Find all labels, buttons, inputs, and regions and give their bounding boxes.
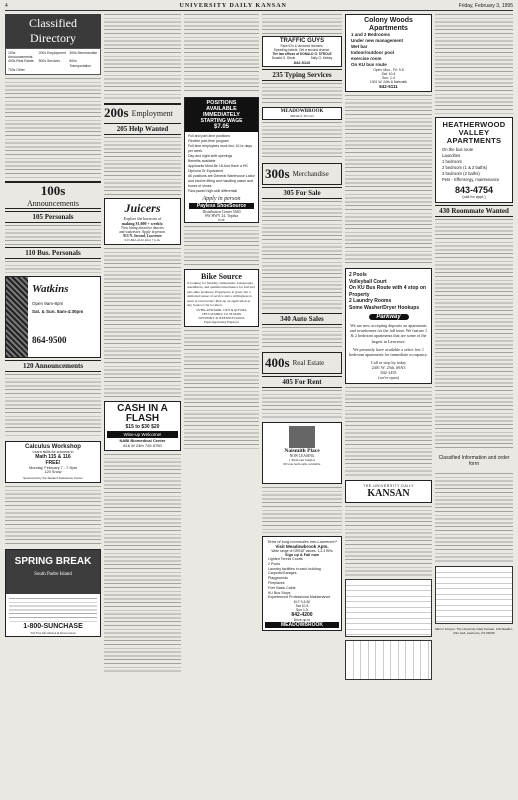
column-3-text (184, 226, 259, 266)
spring-break-phone: 1-800-SUNCHASE (23, 623, 83, 631)
calculus-line: 120 Snow (44, 470, 62, 475)
index-item[interactable]: 200s Employment (38, 51, 66, 55)
traffic-name: Sally G. Kelsey (310, 56, 333, 60)
colony-feature: exercise room (351, 56, 382, 61)
naismith-title: Naismith Place (284, 448, 320, 454)
column-4 (262, 14, 342, 796)
masthead (5, 3, 513, 11)
positions-address: Distribution Center 5040 (202, 210, 241, 214)
cash-title: CASH IN A FLASH (117, 403, 168, 424)
order-form-grid[interactable] (345, 640, 432, 680)
positions-company: Payless ShoeSource (189, 203, 254, 209)
order-form-instructions (345, 506, 432, 576)
for-rent-text (262, 390, 342, 420)
heatherwood-title: HEATHERWOOD VALLEY APARTMENTS (442, 120, 506, 145)
positions-bullet: Fast-paced high-skill differential (188, 189, 238, 193)
spring-break-ad (5, 549, 101, 637)
naismith-building-image (289, 426, 315, 448)
merchandise-number: 300s (265, 166, 290, 181)
help-wanted-text (104, 454, 181, 674)
meadowbrook-feature: Free Basic Cable (268, 585, 296, 590)
parkway-feature: Some Washer/Dryer Hookups (349, 304, 420, 311)
meadowbrook-hours: Sat 10-5 (295, 604, 309, 609)
meals-brand: MEADOWBROOK (280, 109, 324, 114)
juicers-line: Explore the horizons of (123, 216, 162, 221)
heatherwood-feature: Pets - Effenrergy, maintenance (442, 177, 500, 182)
calculus-line: Monday, February 7 - 7-9pm (29, 466, 77, 471)
meadowbrook-brand: MEADOWBROOK (265, 622, 339, 628)
parkway-feature: Volleyball Court (349, 278, 387, 285)
for-rent-text (435, 14, 513, 114)
meadowbrook-line: Sign up & Fall now (285, 553, 319, 557)
positions-wage: $7.05 (213, 124, 229, 130)
naismith-line: 1 Bedroom Studios (288, 458, 316, 462)
section-header-help-wanted: 205 Help Wanted (104, 123, 181, 135)
cash-ad (104, 401, 181, 451)
order-form-sub (435, 452, 513, 470)
calculus-sponsor: Sponsored by the Student Assistance Center (23, 476, 83, 481)
meadowbrook-feature: Carports/Garages (268, 571, 297, 576)
section-header-for-sale: 305 For Sale (262, 187, 342, 199)
calculus-line: FREE! (45, 460, 61, 467)
parkway-address: 2401 W. 25th, #9A3 (371, 365, 406, 371)
real-estate-number: 400s (265, 355, 290, 370)
parkway-body: We are now accepting deposits on apartments and townhomes for the fall term. We feature 1 & 2 bedroom apartments that are some of the largest in Lawrence. (349, 323, 428, 344)
heatherwood-feature: 2 bedroom (1 & 2 baths) (442, 165, 488, 170)
positions-ad (184, 97, 259, 223)
section-header-bus-personals: 110 Bus. Personals (5, 247, 101, 259)
naismith-ad (262, 422, 342, 484)
watkins-ad-graphic (6, 277, 28, 357)
watkins-brand: Watkins (32, 283, 69, 296)
traffic-line: Fake ID's & doctored licenses. (280, 44, 324, 48)
employment-label: Employment (131, 108, 173, 118)
spring-break-text (9, 598, 97, 622)
column-6 (435, 14, 513, 796)
index-item[interactable]: 100s Announcements (8, 51, 33, 60)
meals-line: MEALS TO GO (290, 114, 314, 118)
heatherwood-feature: On the bus route (442, 147, 474, 152)
announcements-label: Announcements (5, 199, 101, 209)
watkins-weekend: Sat. & Sun. 8am-4:30pm (32, 309, 84, 315)
column-3-text (184, 14, 259, 94)
meadowbrook-phone: 842-4200 (291, 612, 313, 619)
parkway-logo: Parkway (369, 314, 409, 320)
employment-banner (104, 103, 181, 121)
column-2-text (104, 14, 181, 100)
parkway-cta: Call or stop by today (370, 360, 407, 366)
colony-feature: Indoor/outdoor pool (351, 50, 394, 55)
parkway-feature: 2 Pools (349, 272, 367, 278)
section-header-typing: 235 Typing Services (262, 69, 342, 81)
column-1 (5, 14, 101, 796)
bike-source-title: Bike Source (201, 272, 242, 281)
positions-bullet: Benefits available (188, 159, 216, 163)
traffic-name: Donald G. Strole (271, 56, 296, 60)
order-form-subtitle: Classified Information and order form (438, 455, 510, 467)
cash-sub: $15 to $30 $20 (125, 424, 160, 430)
issue-date: Friday, February 3, 1995 (458, 3, 513, 9)
positions-bullet: Day and night shift openings (188, 154, 233, 158)
column-4-text (262, 14, 342, 34)
employment-number: 200s (104, 105, 129, 120)
column-4-text (262, 122, 342, 160)
meadowbrook-feature: Experienced Professional Maintenance (268, 595, 331, 600)
parkway-ad (345, 268, 432, 384)
order-form-brand: THE UNIVERSITY DAILY (363, 484, 414, 489)
index-item[interactable]: 300s Merchandise (69, 51, 98, 55)
cash-line: NABI Biomedical Center (119, 438, 166, 443)
colony-feature: Under new management (351, 38, 404, 43)
meadowbrook-feature: 2 Pools (268, 561, 280, 566)
index-item[interactable]: 600s Transportation (69, 59, 92, 68)
auto-sales-text (262, 327, 342, 349)
column-3 (184, 14, 259, 796)
meadowbrook-feature: Playgrounds (268, 576, 288, 581)
column-2 (104, 14, 181, 796)
colony-title: Colony Woods Apartments (364, 17, 413, 32)
paper-name: UNIVERSITY DAILY KANSAN (179, 3, 287, 9)
colony-woods-ad (345, 14, 432, 92)
for-rent-text (345, 95, 432, 265)
positions-line: IMMEDIATELY (203, 112, 240, 118)
real-estate-label: Real Estate (292, 359, 325, 367)
roommate-text (435, 219, 513, 449)
bus-personals-text (5, 261, 101, 273)
colony-feature: On KU bus route (351, 62, 387, 67)
section-header-personals: 105 Personals (5, 211, 101, 223)
meadowbrook-cta: Drive up to (293, 618, 311, 623)
colony-hours: Sun: 1-4 (382, 76, 395, 80)
traffic-line: The law offices of DONALD G. STROLE (272, 52, 332, 56)
positions-bullet: Full and part-time positions (188, 134, 231, 138)
watkins-hours: Open 9am-8pm (32, 301, 64, 307)
meadowbrook-feature: Lighted Tennis Courts (268, 557, 303, 561)
positions-cta: Apply in person (202, 196, 241, 202)
cash-line: Wise-up Welcome! (107, 431, 178, 438)
bike-source-eoe: Equal Opportunity Employer (204, 320, 239, 325)
announcements-text (5, 374, 101, 438)
order-form-fields[interactable] (435, 566, 513, 624)
meadowbrook-ad (262, 536, 342, 631)
positions-line: POSITIONS (206, 100, 237, 106)
for-rent-text (345, 387, 432, 477)
colony-phone: 842-5111 (379, 84, 398, 89)
positions-line: AVAILABLE (206, 106, 237, 112)
calculus-line: Learn skills for success in (32, 450, 74, 455)
calculus-ad (5, 441, 101, 483)
colony-hours: Sat: 10-4 (381, 72, 396, 76)
heatherwood-note: (call for appt.) (462, 195, 486, 199)
merchandise-banner (262, 163, 342, 185)
order-form-title: KANSAN (367, 488, 410, 500)
order-form-header (345, 480, 432, 503)
juicers-line: 913 N. Second, Lawrence (123, 234, 162, 238)
parkway-tag: (we're open) (378, 375, 399, 381)
meadowbrook-feature: KU Bus Stops (268, 590, 291, 595)
bike-source-ad (184, 269, 259, 327)
parkway-body: We presently have available a select few 1 bedroom apartments for immediate occupancy. (349, 346, 428, 358)
section-header-auto-sales: 340 Auto Sales (262, 313, 342, 325)
positions-bullet: Flexible part-time program (188, 139, 229, 143)
juicers-line: making $1,000 + weekly. (121, 221, 164, 226)
traffic-guys-ad (262, 36, 342, 67)
watkins-ad (5, 276, 101, 358)
positions-bullet: All positions are General Warehouse Labor and involve lifting and handling cases and boxes of shoes (188, 174, 255, 188)
watkins-phone: 864-9500 (32, 335, 67, 346)
announcements-number: 100s (40, 183, 66, 199)
typing-text (262, 83, 342, 105)
meadowbrook-line: Visit Meadowbrook Apts. (275, 544, 329, 549)
meals-ad (262, 107, 342, 120)
for-sale-text (262, 201, 342, 311)
positions-address: SW HWY 24, Topeka (204, 214, 239, 218)
bike-source-address: WESTPORT: 4118 PENNSYLVANIA (198, 316, 245, 321)
naismith-line: Private bedrooms available (283, 462, 321, 466)
meadowbrook-title: Tired of long commutes into Lawrence? (267, 539, 337, 544)
spring-break-tagline: Toll Free Information & Reservations (30, 631, 76, 636)
announcements-banner (5, 181, 101, 209)
naismith-line: NOW LEASING (289, 454, 315, 458)
section-header-roommate: 430 Roommate Wanted (435, 205, 513, 217)
juicers-brand: Juicers (124, 201, 161, 215)
traffic-line: Speeding tickets. Get a second chance. (273, 48, 331, 52)
colony-feature: Wet bar (351, 44, 368, 49)
heatherwood-ad (435, 117, 513, 203)
bike-source-address: OVERLAND PARK: 11970 & QUIVIRA (196, 308, 247, 313)
classified-directory-title: Classified Directory (5, 14, 101, 48)
column-5 (345, 14, 432, 796)
order-form-rate-table (345, 579, 432, 637)
juicers-line: Now hiring attractive dancers (121, 226, 164, 230)
parkway-phone: 842-1455 (380, 370, 397, 376)
classified-policy-text (5, 78, 101, 178)
traffic-title: TRAFFIC GUYS (279, 38, 325, 44)
column-3-text (184, 330, 259, 450)
bike-source-address: LEE'S SUMMIT: 231 SE MAIN (201, 312, 242, 317)
positions-line: STARTING WAGE (200, 118, 243, 124)
positions-eoe: EOE (218, 218, 225, 222)
real-estate-banner (262, 352, 342, 374)
heatherwood-feature: 1 bedroom (442, 159, 463, 164)
positions-bullet: Applicants Must Be 18 And Have a HS Diploma Or Equivalent (188, 164, 248, 173)
help-wanted-text (104, 248, 181, 398)
order-form-instructions (435, 473, 513, 563)
juicers-line: 913-842-4122 after 7 p.m. (124, 238, 161, 242)
cash-line: 816 W 24th 749-5750 (123, 443, 162, 448)
section-header-announcements: 120 Announcements (5, 360, 101, 372)
parkway-feature: On KU Bus Route with 4 stop on Property (349, 285, 426, 298)
meadowbrook-line: Wide range of GREAT values. 1-2-3 BRs (271, 549, 333, 553)
colony-hours: Open: Mon - Fri: 9-5 (373, 68, 404, 72)
bike-source-body: is looking for friendly, enthusiastic salespeople, assemblers, and qualified mechanics for full and part-time positions. Experience is great, but a dedicated sense of service and a willingness to learn is even better! Pick up an application at any Source City location. (187, 281, 255, 308)
positions-bullet: Full time employees work four 10-hr days per week (188, 144, 252, 153)
meadowbrook-feature: Laundry facilities in each building (268, 566, 321, 571)
traffic-phone: 842-5116 (293, 60, 311, 65)
meadowbrook-hours: Sun 1-5 (296, 608, 308, 613)
index-item[interactable]: 700s Other (8, 67, 25, 72)
colony-feature: 1 and 2 Bedrooms (351, 32, 391, 37)
personals-text (5, 225, 101, 245)
calculus-title: Calculus Workshop (25, 444, 81, 451)
spring-break-title: SPRING BREAK (14, 556, 92, 568)
heatherwood-feature: Laundries (442, 153, 461, 158)
heatherwood-feature: 3 bedroom (2 baths) (442, 171, 480, 176)
parkway-feature: 2 Laundry Rooms (349, 298, 392, 304)
index-item[interactable]: 500s Services (38, 59, 60, 64)
classified-index (5, 48, 101, 75)
help-wanted-text (104, 137, 181, 195)
juicers-line: and waitresses. Apply in person. (119, 230, 166, 234)
spring-break-sub: South Padre Island (34, 572, 72, 578)
index-item[interactable]: 400s Real Estate (8, 59, 34, 64)
meadowbrook-feature: Fireplaces (268, 580, 285, 585)
order-form-submit: Mail or bring to: The University Daily Kansan, 119 Stauffer-Flint Hall, Lawrence, KS 66045 (435, 627, 513, 635)
colony-address: 1301 W. 24th & Naismith (369, 80, 408, 84)
heatherwood-phone: 843-4754 (454, 185, 494, 195)
juicers-ad (104, 198, 181, 245)
page-number: 4 (5, 3, 8, 9)
merchandise-label: Merchandise (292, 170, 329, 178)
meadowbrook-hours: M-F 9-5:30 (293, 600, 311, 605)
calculus-line: Math 115 & 116 (35, 454, 71, 461)
misc-text (5, 486, 101, 546)
section-header-for-rent: 405 For Rent (262, 376, 342, 388)
for-rent-text (262, 487, 342, 533)
